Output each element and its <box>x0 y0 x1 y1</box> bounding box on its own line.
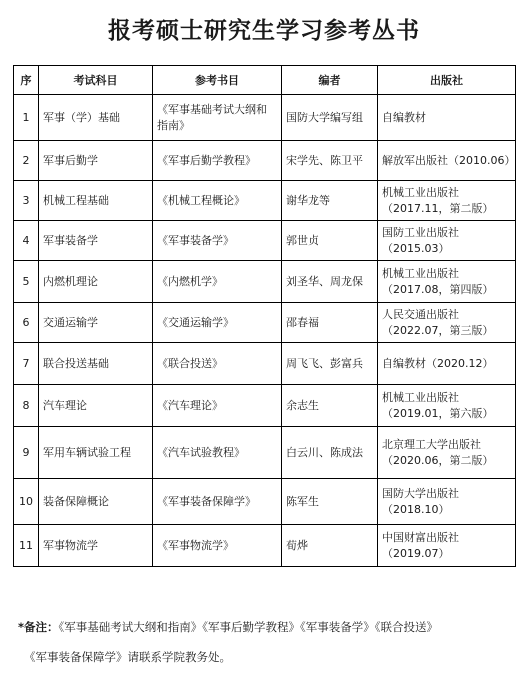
editor-cell: 宋学先、陈卫平 <box>282 141 378 181</box>
publisher-cell: 自编教材（2020.12） <box>378 343 516 385</box>
table-header-row <box>14 66 516 95</box>
row-index: 4 <box>14 221 39 261</box>
table-row <box>14 479 516 525</box>
table-row <box>14 261 516 303</box>
header-publisher: 出版社 <box>378 66 516 95</box>
row-index: 5 <box>14 261 39 303</box>
reference-book-table <box>13 65 516 567</box>
header-book: 参考书目 <box>153 66 282 95</box>
header-index: 序 <box>14 66 39 95</box>
subject-cell: 交通运输学 <box>39 303 153 343</box>
editor-cell: 郭世贞 <box>282 221 378 261</box>
row-index: 7 <box>14 343 39 385</box>
publisher-cell: 人民交通出版社（2022.07，第三版） <box>378 303 516 343</box>
row-index: 9 <box>14 427 39 479</box>
footnote-line-2: 《军事装备保障学》请联系学院教务处。 <box>24 650 231 664</box>
table-row <box>14 303 516 343</box>
editor-cell: 陈军生 <box>282 479 378 525</box>
subject-cell: 装备保障概论 <box>39 479 153 525</box>
footnote-line-1: 《军事基础考试大纲和指南》《军事后勤学教程》《军事装备学》《联合投送》 <box>58 620 439 634</box>
table-row <box>14 385 516 427</box>
table-row <box>14 525 516 567</box>
subject-cell: 内燃机理论 <box>39 261 153 303</box>
publisher-cell: 北京理工大学出版社（2020.06，第二版） <box>378 427 516 479</box>
publisher-cell: 自编教材 <box>378 95 516 141</box>
publisher-cell: 解放军出版社（2010.06） <box>378 141 516 181</box>
editor-cell: 邵春福 <box>282 303 378 343</box>
editor-cell: 余志生 <box>282 385 378 427</box>
page-title: 报考硕士研究生学习参考丛书 <box>108 17 420 44</box>
footnote <box>18 612 518 672</box>
header-editor: 编者 <box>282 66 378 95</box>
subject-cell: 联合投送基础 <box>39 343 153 385</box>
publisher-cell: 国防工业出版社（2015.03） <box>378 221 516 261</box>
publisher-cell: 国防大学出版社（2018.10） <box>378 479 516 525</box>
editor-cell: 荀烨 <box>282 525 378 567</box>
publisher-cell: 机械工业出版社（2017.08，第四版） <box>378 261 516 303</box>
table-row <box>14 343 516 385</box>
table-row <box>14 181 516 221</box>
row-index: 6 <box>14 303 39 343</box>
book-cell: 《军事基础考试大纲和指南》 <box>153 95 282 141</box>
row-index: 3 <box>14 181 39 221</box>
subject-cell: 汽车理论 <box>39 385 153 427</box>
book-cell: 《内燃机学》 <box>153 261 282 303</box>
publisher-cell: 机械工业出版社（2017.11，第二版） <box>378 181 516 221</box>
row-index: 11 <box>14 525 39 567</box>
table-row <box>14 95 516 141</box>
book-cell: 《机械工程概论》 <box>153 181 282 221</box>
book-cell: 《联合投送》 <box>153 343 282 385</box>
book-cell: 《汽车理论》 <box>153 385 282 427</box>
subject-cell: 军事物流学 <box>39 525 153 567</box>
table-row <box>14 221 516 261</box>
footnote-label: *备注： <box>18 620 59 634</box>
editor-cell: 白云川、陈成法 <box>282 427 378 479</box>
row-index: 1 <box>14 95 39 141</box>
publisher-cell: 机械工业出版社（2019.01，第六版） <box>378 385 516 427</box>
row-index: 8 <box>14 385 39 427</box>
subject-cell: 军事装备学 <box>39 221 153 261</box>
table-row <box>14 427 516 479</box>
subject-cell: 军用车辆试验工程 <box>39 427 153 479</box>
editor-cell: 国防大学编写组 <box>282 95 378 141</box>
book-cell: 《军事装备保障学》 <box>153 479 282 525</box>
editor-cell: 刘圣华、周龙保 <box>282 261 378 303</box>
book-cell: 《汽车试验教程》 <box>153 427 282 479</box>
book-cell: 《军事物流学》 <box>153 525 282 567</box>
book-cell: 《交通运输学》 <box>153 303 282 343</box>
editor-cell: 周飞飞、彭富兵 <box>282 343 378 385</box>
subject-cell: 军事（学）基础 <box>39 95 153 141</box>
header-subject: 考试科目 <box>39 66 153 95</box>
row-index: 2 <box>14 141 39 181</box>
book-cell: 《军事装备学》 <box>153 221 282 261</box>
subject-cell: 机械工程基础 <box>39 181 153 221</box>
table-row <box>14 141 516 181</box>
publisher-cell: 中国财富出版社（2019.07） <box>378 525 516 567</box>
book-cell: 《军事后勤学教程》 <box>153 141 282 181</box>
editor-cell: 谢华龙等 <box>282 181 378 221</box>
row-index: 10 <box>14 479 39 525</box>
subject-cell: 军事后勤学 <box>39 141 153 181</box>
